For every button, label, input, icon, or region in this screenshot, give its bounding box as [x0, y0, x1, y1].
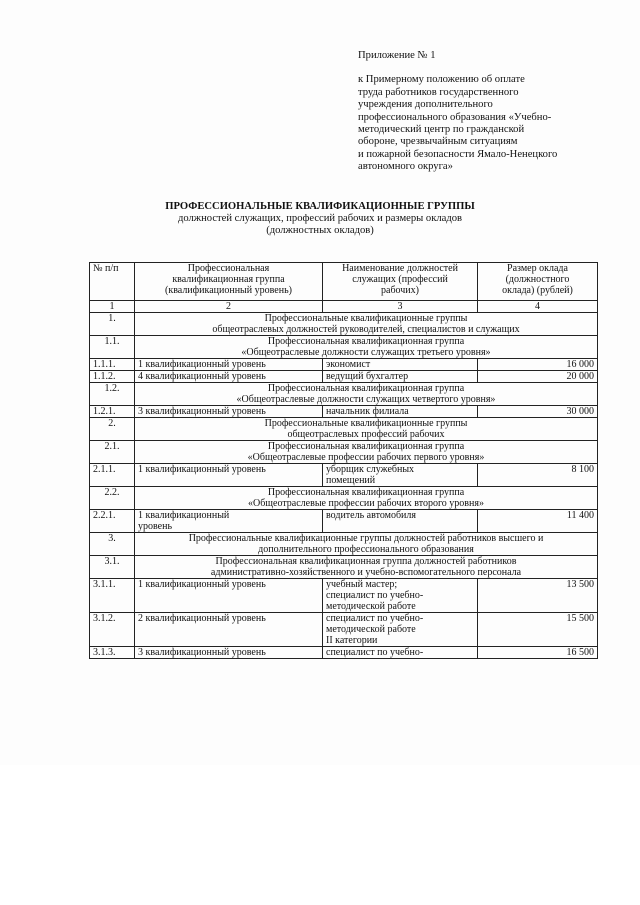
position-name — [323, 613, 478, 647]
appendix-line: и пожарной безопасности Ямало-Ненецкого — [358, 148, 558, 160]
page-margin — [0, 765, 640, 905]
group-title-line: общеотраслевых должностей руководителей, специалистов и служащих — [212, 324, 520, 335]
column-number: 3 — [323, 301, 478, 313]
qualification-level-line: 2 квалификационный уровень — [138, 613, 266, 624]
row-number: 1.1. — [90, 336, 135, 359]
table-row — [90, 613, 598, 647]
row-number: 3.1.1. — [90, 579, 135, 613]
row-number: 3.1.3. — [90, 647, 135, 659]
qualification-level-line: 3 квалификационный уровень — [138, 647, 266, 658]
appendix-line: труда работников государственного — [358, 86, 519, 98]
row-number: 1.2.1. — [90, 406, 135, 418]
group-title — [135, 336, 598, 359]
group-title-line: «Общеотраслевые должности служащих четвертого уровня» — [236, 394, 496, 405]
table-row — [90, 359, 598, 371]
header-position-line: рабочих) — [381, 285, 419, 296]
group-title-line: Профессиональные квалификационные группы должностей работников высшего и — [188, 533, 544, 544]
qualification-level — [135, 359, 323, 371]
position-name-line: методической работе — [326, 601, 416, 612]
header-salary-line: (должностного — [505, 274, 570, 285]
table-row — [90, 510, 598, 533]
header-number — [90, 263, 135, 301]
position-name-line: начальник филиала — [326, 406, 409, 417]
group-title-line: Профессиональная квалификационная группа — [267, 441, 465, 452]
position-name — [323, 371, 478, 383]
group-title-line: административно-хозяйственного и учебно-вспомогательного персонала — [210, 567, 522, 578]
appendix-line: обороне, чрезвычайным ситуациям — [358, 136, 518, 148]
table-row — [90, 441, 598, 464]
position-name-line: специалист по учебно- — [326, 590, 424, 601]
appendix-line: к Примерному положению об оплате — [358, 74, 525, 86]
qualification-level-line: 1 квалификационный уровень — [138, 579, 266, 590]
salary-value: 8 100 — [478, 464, 598, 487]
table-row — [90, 383, 598, 406]
salary-value: 30 000 — [478, 406, 598, 418]
row-number: 2.1.1. — [90, 464, 135, 487]
header-salary-line: оклада) (рублей) — [502, 285, 573, 296]
position-name-line: экономист — [326, 359, 371, 370]
table-row — [90, 313, 598, 336]
salary-value: 20 000 — [478, 371, 598, 383]
header-position — [323, 263, 478, 301]
position-name — [323, 579, 478, 613]
row-number: 2. — [90, 418, 135, 441]
table-row — [90, 579, 598, 613]
group-title — [135, 313, 598, 336]
title-main: ПРОФЕССИОНАЛЬНЫЕ КВАЛИФИКАЦИОННЫЕ ГРУППЫ — [165, 201, 475, 212]
qualification-level — [135, 510, 323, 533]
position-name-line: помещений — [326, 475, 376, 486]
group-title-line: «Общеотраслевые профессии рабочих первого уровня» — [247, 452, 485, 463]
table-row — [90, 371, 598, 383]
group-title — [135, 556, 598, 579]
table-row — [90, 487, 598, 510]
column-number: 1 — [90, 301, 135, 313]
position-name — [323, 359, 478, 371]
qualification-level-line: 4 квалификационный уровень — [138, 371, 266, 382]
qualification-level-line: 1 квалификационный — [138, 510, 230, 521]
salary-value: 16 500 — [478, 647, 598, 659]
column-number-row — [90, 301, 598, 313]
header-salary — [478, 263, 598, 301]
appendix-line: методический центр по гражданской — [358, 124, 525, 136]
header-group — [135, 263, 323, 301]
column-number: 4 — [478, 301, 598, 313]
position-name-line: II категории — [326, 635, 378, 646]
group-title-line: общеотраслевых профессий рабочих — [287, 429, 445, 440]
group-title-line: «Общеотраслевые должности служащих третьего уровня» — [241, 347, 491, 358]
header-group-line: Профессиональная — [187, 263, 270, 274]
position-name-line: учебный мастер; — [326, 579, 398, 590]
group-title-line: Профессиональная квалификационная группа — [267, 487, 465, 498]
row-number: 2.2.1. — [90, 510, 135, 533]
group-title — [135, 418, 598, 441]
appendix-block — [358, 50, 608, 174]
salary-value: 15 500 — [478, 613, 598, 647]
position-name-line: специалист по учебно- — [326, 613, 424, 624]
qualification-level — [135, 371, 323, 383]
row-number: 1.2. — [90, 383, 135, 406]
header-salary-line: Размер оклада — [507, 263, 568, 274]
group-title — [135, 487, 598, 510]
header-group-line: квалификационная группа — [172, 274, 285, 285]
row-number: 3.1. — [90, 556, 135, 579]
row-number: 1.1.2. — [90, 371, 135, 383]
group-title-line: Профессиональная квалификационная группа — [267, 383, 465, 394]
row-number: 1.1.1. — [90, 359, 135, 371]
qualification-level — [135, 464, 323, 487]
group-title-line: Профессиональная квалификационная группа должностей работников — [215, 556, 517, 567]
row-number: 3.1.2. — [90, 613, 135, 647]
salary-table-body — [90, 263, 598, 659]
table-row — [90, 556, 598, 579]
salary-value: 16 000 — [478, 359, 598, 371]
salary-table — [89, 262, 598, 659]
salary-value: 11 400 — [478, 510, 598, 533]
table-row — [90, 464, 598, 487]
group-title-line: дополнительного профессионального образования — [258, 544, 474, 555]
table-row — [90, 533, 598, 556]
group-title — [135, 533, 598, 556]
table-row — [90, 406, 598, 418]
salary-value: 13 500 — [478, 579, 598, 613]
group-title — [135, 383, 598, 406]
position-name-line: специалист по учебно- — [326, 647, 424, 658]
qualification-level-line: уровень — [138, 521, 173, 532]
table-row — [90, 418, 598, 441]
group-title — [135, 441, 598, 464]
qualification-level-line: 1 квалификационный уровень — [138, 359, 266, 370]
qualification-level — [135, 406, 323, 418]
appendix-heading: Приложение № 1 — [358, 50, 436, 61]
appendix-text — [358, 74, 608, 173]
position-name — [323, 464, 478, 487]
row-number: 3. — [90, 533, 135, 556]
qualification-level — [135, 647, 323, 659]
row-number: 2.1. — [90, 441, 135, 464]
position-name — [323, 647, 478, 659]
qualification-level — [135, 579, 323, 613]
qualification-level — [135, 613, 323, 647]
header-group-line: (квалификационный уровень) — [165, 285, 292, 296]
appendix-line: автономного округа» — [358, 161, 453, 173]
position-name — [323, 510, 478, 533]
appendix-line: учреждения дополнительного — [358, 99, 493, 111]
appendix-line: профессионального образования «Учебно- — [358, 111, 552, 123]
header-position-line: служащих (профессий — [352, 274, 448, 285]
qualification-level-line: 1 квалификационный уровень — [138, 464, 266, 475]
position-name-line: методической работе — [326, 624, 416, 635]
document-title — [90, 201, 550, 238]
column-number: 2 — [135, 301, 323, 313]
position-name — [323, 406, 478, 418]
position-name-line: ведущий бухгалтер — [326, 371, 409, 382]
group-title-line: Профессиональная квалификационная группа — [267, 336, 465, 347]
header-position-line: Наименование должностей — [342, 263, 458, 274]
position-name-line: уборщик служебных — [326, 464, 415, 475]
row-number: 1. — [90, 313, 135, 336]
table-row — [90, 336, 598, 359]
title-subtitle: (должностных окладов) — [266, 225, 374, 237]
row-number: 2.2. — [90, 487, 135, 510]
position-name-line: водитель автомобиля — [326, 510, 416, 521]
table-row — [90, 647, 598, 659]
table-header-row — [90, 263, 598, 301]
title-subtitle: должностей служащих, профессий рабочих и размеры окладов — [177, 213, 463, 225]
qualification-level-line: 3 квалификационный уровень — [138, 406, 266, 417]
header-number-line: № п/п — [93, 263, 119, 274]
group-title-line: «Общеотраслевые профессии рабочих второго уровня» — [248, 498, 484, 509]
group-title-line: Профессиональные квалификационные группы — [264, 313, 468, 324]
group-title-line: Профессиональные квалификационные группы — [264, 418, 468, 429]
